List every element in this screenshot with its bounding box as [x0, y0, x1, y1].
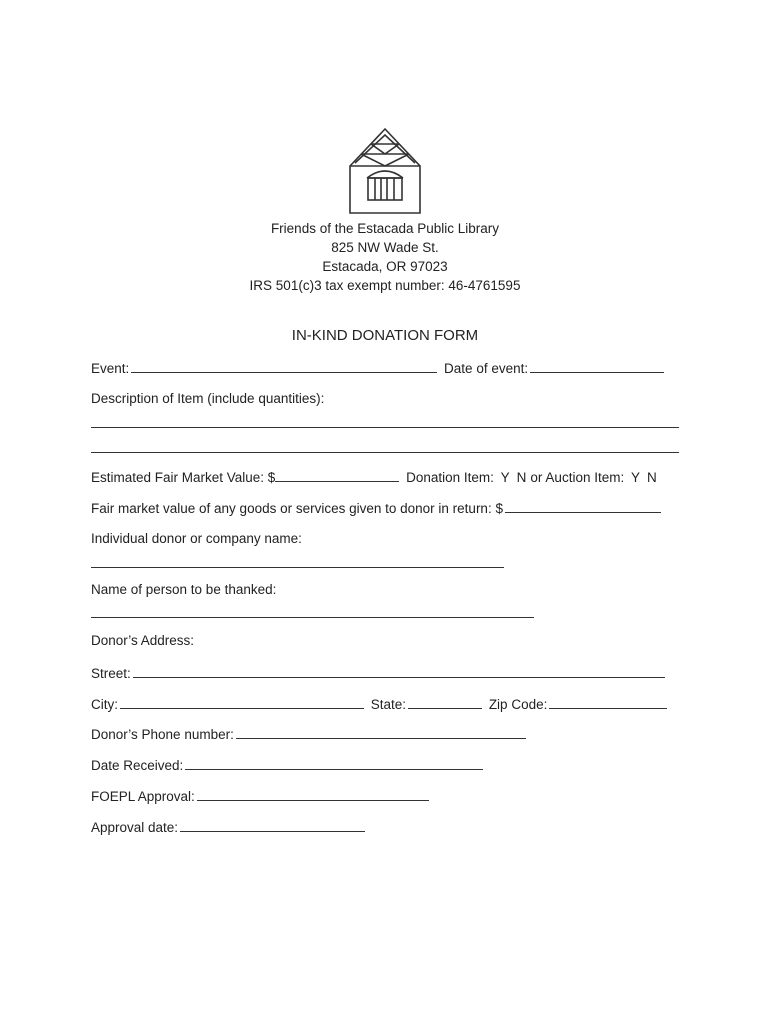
city-state-zip-row: [91, 695, 670, 714]
approval-date-row: [91, 818, 368, 837]
org-tax-number: IRS 501(c)3 tax exempt number: 46-4761595: [249, 278, 521, 293]
date-of-event-field[interactable]: [530, 359, 664, 373]
date-received-field[interactable]: [185, 756, 483, 770]
auction-item-yes-option[interactable]: Y: [630, 470, 640, 485]
date-of-event-label: Date of event:: [444, 361, 529, 376]
donation-item-no-option[interactable]: N: [516, 470, 527, 485]
approval-field[interactable]: [197, 787, 429, 801]
state-field[interactable]: [408, 695, 482, 709]
description-label: Description of Item (include quantities):: [91, 391, 325, 406]
thanked-label: Name of person to be thanked:: [91, 582, 277, 597]
fmv-field[interactable]: [275, 468, 399, 482]
returned-value-row: [91, 499, 664, 518]
description-field-line-2[interactable]: [91, 452, 679, 453]
zip-label: Zip Code:: [488, 697, 548, 712]
approval-label: FOEPL Approval:: [91, 789, 195, 804]
city-label: City:: [91, 697, 118, 712]
form-title: IN-KIND DONATION FORM: [291, 327, 479, 344]
donor-name-field[interactable]: [91, 567, 504, 568]
phone-row: [91, 725, 529, 744]
library-logo-icon: [347, 126, 423, 216]
phone-label: Donor’s Phone number:: [91, 727, 234, 742]
donation-item-label: Donation Item:: [406, 470, 494, 485]
donor-name-label: Individual donor or company name:: [91, 531, 302, 546]
thanked-field[interactable]: [91, 617, 534, 618]
or-auction-item-label: or Auction Item:: [530, 470, 625, 485]
description-field-line-1[interactable]: [91, 427, 679, 428]
event-row: [91, 359, 667, 378]
zip-field[interactable]: [549, 695, 667, 709]
street-field[interactable]: [133, 664, 665, 678]
city-field[interactable]: [120, 695, 364, 709]
returned-value-label: Fair market value of any goods or services given to donor in return: $: [91, 501, 503, 516]
auction-item-no-option[interactable]: N: [647, 470, 657, 485]
org-street: 825 NW Wade St.: [331, 240, 439, 255]
event-label: Event:: [91, 361, 130, 376]
state-label: State:: [370, 697, 407, 712]
organization-header: [0, 219, 770, 295]
fmv-label: Estimated Fair Market Value: $: [91, 470, 276, 485]
approval-date-label: Approval date:: [91, 820, 179, 835]
date-received-row: [91, 756, 486, 775]
event-field[interactable]: [131, 359, 437, 373]
approval-row: [91, 787, 432, 806]
street-label: Street:: [91, 666, 131, 681]
donation-item-yes-option[interactable]: Y: [500, 470, 510, 485]
fmv-row: [91, 468, 661, 487]
returned-value-field[interactable]: [505, 499, 661, 513]
date-received-label: Date Received:: [91, 758, 184, 773]
org-name: Friends of the Estacada Public Library: [270, 221, 500, 236]
phone-field[interactable]: [236, 725, 526, 739]
street-row: [91, 664, 668, 683]
approval-date-field[interactable]: [180, 818, 365, 832]
org-city-state-zip: Estacada, OR 97023: [322, 259, 448, 274]
address-label: Donor’s Address:: [91, 633, 195, 648]
